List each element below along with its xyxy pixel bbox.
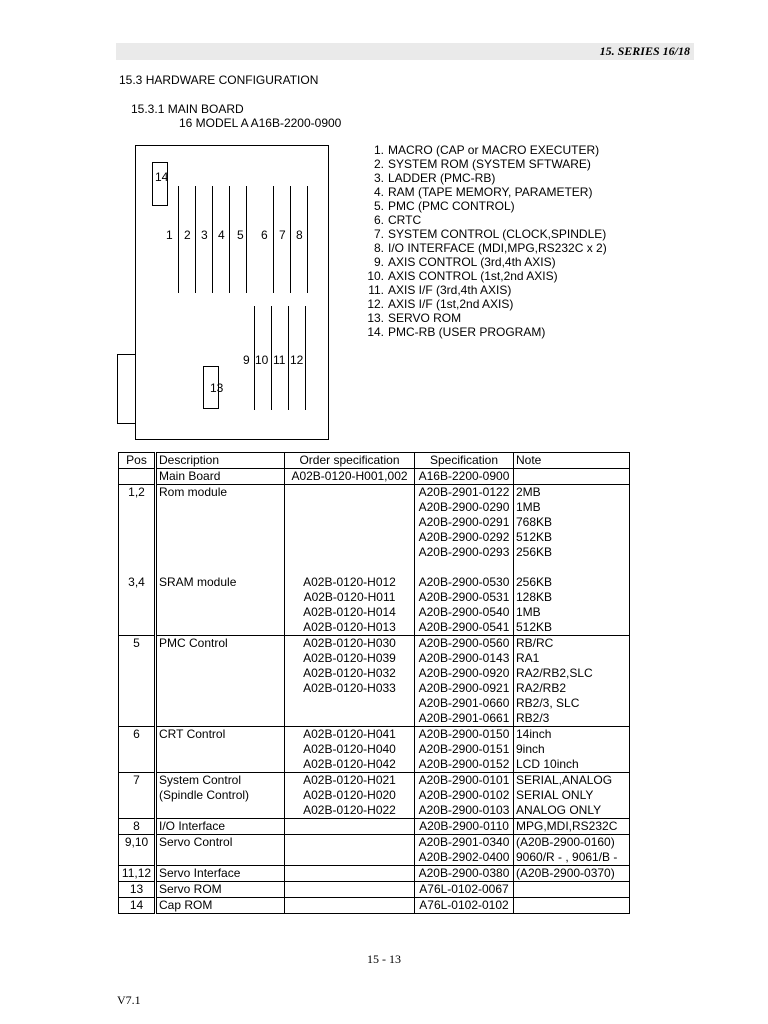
board-connector [117,354,135,424]
table-cell-order [285,530,415,545]
table-cell-desc [156,757,285,773]
table-cell-pos [119,530,156,545]
table-cell-desc [156,711,285,727]
table-row [119,882,630,898]
table-cell-desc [156,560,285,575]
table-cell-desc: PMC Control [156,636,285,652]
slot-line [212,186,213,293]
slot-label: 4 [218,228,225,242]
table-cell-note: RA1 [514,651,630,666]
table-cell-spec: A20B-2900-0152 [415,757,514,773]
slot-line [290,186,291,293]
table-cell-spec: A20B-2901-0660 [415,696,514,711]
table-cell-order [285,560,415,575]
table-cell-order: A02B-0120-H001,002 [285,469,415,485]
table-cell-spec: A20B-2902-0400 [415,850,514,866]
table-cell-pos [119,590,156,605]
table-cell-pos [119,666,156,681]
table-cell-desc [156,681,285,696]
table-cell-note [514,882,630,898]
column-header: Note [514,453,630,469]
table-cell-pos [119,605,156,620]
table-cell-order [285,515,415,530]
table-cell-order: A02B-0120-H021 [285,773,415,789]
table-cell-order [285,819,415,835]
column-header: Pos [119,453,156,469]
table-cell-spec: A20B-2900-0110 [415,819,514,835]
table-row [119,545,630,560]
table-cell-pos: 8 [119,819,156,835]
table-cell-order [285,835,415,851]
table-cell-order: A02B-0120-H042 [285,757,415,773]
table-cell-note: 256KB [514,545,630,560]
slot-line [178,186,179,293]
board-model: 16 MODEL A A16B-2200-0900 [179,116,342,130]
legend-item: 1. MACRO (CAP or MACRO EXECUTER) [373,143,600,157]
slot-line [305,306,306,410]
table-cell-desc: I/O Interface [156,819,285,835]
legend-item: 8. I/O INTERFACE (MDI,MPG,RS232C x 2) [373,241,607,255]
table-cell-pos [119,651,156,666]
table-cell-spec: A20B-2900-0293 [415,545,514,560]
table-cell-desc: Servo Interface [156,866,285,882]
page-number: 15 - 13 [367,952,401,966]
table-cell-pos: 1,2 [119,485,156,501]
table-cell-order [285,850,415,866]
legend-item: 11. AXIS I/F (3rd,4th AXIS) [368,283,512,297]
table-cell-note: 1MB [514,500,630,515]
table-cell-order [285,866,415,882]
table-cell-pos: 9,10 [119,835,156,851]
table-cell-order: A02B-0120-H014 [285,605,415,620]
table-cell-note: (A20B-2900-0160) [514,835,630,851]
table-cell-note: 9060/R - , 9061/B - [514,850,630,866]
table-cell-desc: Servo ROM [156,882,285,898]
table-cell-note: RA2/RB2,SLC [514,666,630,681]
table-cell-pos: 5 [119,636,156,652]
section-title: 15.3 HARDWARE CONFIGURATION [119,73,319,87]
table-header-row [119,453,630,469]
legend-item: 10. AXIS CONTROL (1st,2nd AXIS) [367,269,558,283]
table-cell-note: RB/RC [514,636,630,652]
table-row [119,469,630,485]
table-cell-order: A02B-0120-H012 [285,575,415,590]
table-cell-note: MPG,MDI,RS232C [514,819,630,835]
table-cell-pos: 3,4 [119,575,156,590]
table-cell-desc: Rom module [156,485,285,501]
table-cell-note: (A20B-2900-0370) [514,866,630,882]
chip-13-label: 13 [210,381,224,395]
table-cell-desc [156,651,285,666]
table-cell-order [285,545,415,560]
table-cell-note: 1MB [514,605,630,620]
table-cell-pos [119,803,156,819]
header-title: 15. SERIES 16/18 [599,44,690,58]
table-cell-spec: A20B-2900-0291 [415,515,514,530]
column-header: Order specification [285,453,415,469]
table-cell-spec [415,560,514,575]
table-cell-desc [156,500,285,515]
table-cell-pos [119,515,156,530]
table-row [119,681,630,696]
table-cell-order [285,485,415,501]
table-row [119,773,630,789]
subsection-title: 15.3.1 MAIN BOARD [131,102,244,116]
table-cell-pos [119,788,156,803]
table-cell-order: A02B-0120-H041 [285,727,415,743]
table-cell-pos: 11,12 [119,866,156,882]
table-cell-spec: A20B-2901-0661 [415,711,514,727]
table-cell-desc [156,803,285,819]
table-row [119,835,630,851]
table-cell-pos [119,560,156,575]
table-cell-desc [156,666,285,681]
slot-line [229,186,230,293]
table-row [119,727,630,743]
slot-label: 9 [243,353,250,367]
table-cell-spec: A20B-2900-0531 [415,590,514,605]
table-cell-order [285,898,415,914]
legend-item: 6. CRTC [373,213,422,227]
legend-item: 13. SERVO ROM [367,311,462,325]
slot-label: 7 [279,228,286,242]
table-cell-order: A02B-0120-H032 [285,666,415,681]
table-row [119,515,630,530]
table-cell-desc [156,696,285,711]
table-cell-note: 9inch [514,742,630,757]
slot-label: 1 [166,228,173,242]
table-cell-desc [156,742,285,757]
slot-label: 10 [255,353,269,367]
slot-label: 3 [201,228,208,242]
table-cell-note: RA2/RB2 [514,681,630,696]
table-row [119,788,630,803]
table-cell-desc: Servo Control [156,835,285,851]
table-cell-note: RB2/3 [514,711,630,727]
slot-line [307,186,308,293]
chip-14-label: 14 [155,170,169,184]
table-cell-desc [156,850,285,866]
table-cell-note: SERIAL ONLY [514,788,630,803]
table-cell-spec: A20B-2901-0340 [415,835,514,851]
component-legend [367,143,607,339]
table-cell-desc [156,530,285,545]
slot-label: 12 [290,353,304,367]
table-row [119,819,630,835]
table-cell-note: 14inch [514,727,630,743]
column-header: Specification [415,453,514,469]
table-cell-pos [119,850,156,866]
table-row [119,620,630,636]
table-cell-spec: A20B-2900-0103 [415,803,514,819]
legend-item: 2. SYSTEM ROM (SYSTEM SFTWARE) [373,157,591,171]
table-cell-note: 512KB [514,530,630,545]
table-cell-spec: A20B-2900-0102 [415,788,514,803]
table-cell-pos: 6 [119,727,156,743]
table-cell-spec: A76L-0102-0067 [415,882,514,898]
table-cell-order: A02B-0120-H030 [285,636,415,652]
table-row [119,742,630,757]
slot-line [273,186,274,293]
table-cell-spec: A20B-2901-0122 [415,485,514,501]
parts-table [118,452,630,914]
table-cell-spec: A20B-2900-0101 [415,773,514,789]
table-row [119,651,630,666]
table-cell-order: A02B-0120-H033 [285,681,415,696]
table-row [119,485,630,501]
table-cell-note: LCD 10inch [514,757,630,773]
table-cell-order [285,882,415,898]
table-cell-desc: CRT Control [156,727,285,743]
table-cell-note: 768KB [514,515,630,530]
table-cell-spec: A20B-2900-0540 [415,605,514,620]
table-cell-order [285,711,415,727]
legend-item: 9. AXIS CONTROL (3rd,4th AXIS) [373,255,556,269]
legend-item: 12. AXIS I/F (1st,2nd AXIS) [367,297,514,311]
table-cell-note [514,469,630,485]
table-cell-desc: System Control [156,773,285,789]
table-row [119,560,630,575]
table-cell-note: ANALOG ONLY [514,803,630,819]
table-cell-desc [156,515,285,530]
table-cell-desc: Main Board [156,469,285,485]
table-row [119,590,630,605]
slot-label: 8 [296,228,303,242]
table-cell-spec: A20B-2900-0380 [415,866,514,882]
table-cell-note: 2MB [514,485,630,501]
table-cell-pos [119,757,156,773]
table-row [119,898,630,914]
table-row [119,666,630,681]
slot-label: 6 [261,228,268,242]
legend-item: 3. LADDER (PMC-RB) [373,171,496,185]
table-cell-note: RB2/3, SLC [514,696,630,711]
legend-item: 5. PMC (PMC CONTROL) [373,199,515,213]
table-cell-spec: A20B-2900-0921 [415,681,514,696]
table-row [119,575,630,590]
version-label: V7.1 [117,993,141,1007]
table-cell-pos [119,469,156,485]
table-cell-pos: 7 [119,773,156,789]
table-cell-order [285,696,415,711]
table-cell-spec: A20B-2900-0541 [415,620,514,636]
table-cell-spec: A76L-0102-0102 [415,898,514,914]
table-row [119,850,630,866]
table-cell-desc: SRAM module [156,575,285,590]
table-row [119,500,630,515]
table-cell-order: A02B-0120-H020 [285,788,415,803]
table-cell-pos [119,696,156,711]
table-cell-note: 128KB [514,590,630,605]
table-cell-note [514,560,630,575]
table-row [119,636,630,652]
table-cell-pos: 13 [119,882,156,898]
slot-label: 11 [273,353,286,367]
table-cell-order: A02B-0120-H013 [285,620,415,636]
table-cell-pos [119,681,156,696]
table-cell-spec: A20B-2900-0151 [415,742,514,757]
table-row [119,696,630,711]
table-cell-desc [156,545,285,560]
table-cell-note: 256KB [514,575,630,590]
slot-label: 5 [237,228,244,242]
legend-item: 7. SYSTEM CONTROL (CLOCK,SPINDLE) [373,227,607,241]
table-cell-order [285,500,415,515]
table-cell-pos [119,545,156,560]
table-row [119,711,630,727]
table-cell-order: A02B-0120-H022 [285,803,415,819]
legend-item: 14. PMC-RB (USER PROGRAM) [367,325,546,339]
slot-line [246,186,247,293]
table-cell-note: SERIAL,ANALOG [514,773,630,789]
table-cell-order: A02B-0120-H040 [285,742,415,757]
table-row [119,757,630,773]
table-cell-pos [119,620,156,636]
column-header: Description [156,453,285,469]
table-cell-desc: (Spindle Control) [156,788,285,803]
table-cell-pos [119,500,156,515]
slot-line [288,306,289,410]
table-row [119,530,630,545]
table-cell-pos [119,742,156,757]
table-cell-note: 512KB [514,620,630,636]
table-cell-spec: A20B-2900-0530 [415,575,514,590]
table-cell-desc [156,590,285,605]
table-cell-spec: A16B-2200-0900 [415,469,514,485]
table-cell-note [514,898,630,914]
table-cell-spec: A20B-2900-0292 [415,530,514,545]
table-cell-pos: 14 [119,898,156,914]
table-row [119,605,630,620]
table-cell-desc [156,620,285,636]
table-cell-pos [119,711,156,727]
table-cell-order: A02B-0120-H039 [285,651,415,666]
slot-line [271,306,272,410]
table-cell-spec: A20B-2900-0920 [415,666,514,681]
table-cell-spec: A20B-2900-0560 [415,636,514,652]
table-cell-spec: A20B-2900-0290 [415,500,514,515]
chip-14 [152,162,168,206]
table-cell-order: A02B-0120-H011 [285,590,415,605]
table-cell-desc [156,605,285,620]
slot-label: 2 [184,228,191,242]
slot-line [195,186,196,293]
table-row [119,803,630,819]
table-cell-spec: A20B-2900-0143 [415,651,514,666]
table-cell-desc: Cap ROM [156,898,285,914]
table-cell-spec: A20B-2900-0150 [415,727,514,743]
table-row [119,866,630,882]
legend-item: 4. RAM (TAPE MEMORY, PARAMETER) [373,185,593,199]
